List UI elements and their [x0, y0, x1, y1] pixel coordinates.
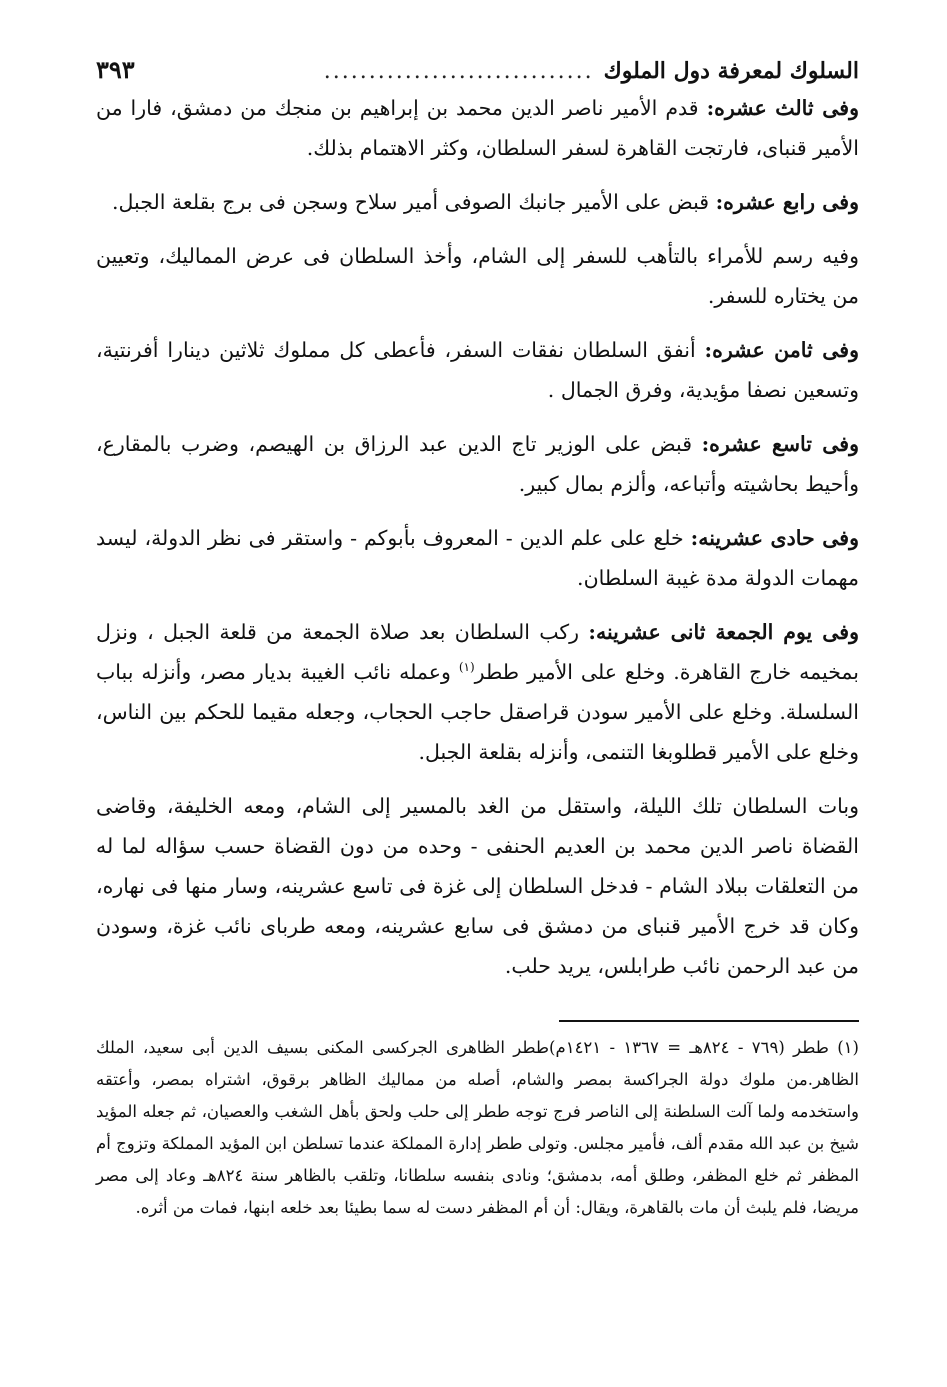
footnote-divider: [559, 1020, 859, 1022]
paragraph-text: وفيه رسم للأمراء بالتأهب للسفر إلى الشام، وأخذ السلطان فى عرض المماليك، وتعيين من يختاره للسفر.: [96, 244, 859, 308]
paragraph-19th: [96, 424, 859, 504]
footnote-reference: (١): [458, 660, 475, 675]
paragraph-text: خلع على علم الدين - المعروف بأبوكم - واستقر فى نظر الدولة، ليسد مهمات الدولة مدة غيبة السلطان.: [96, 526, 859, 590]
paragraph-preparation: [96, 236, 859, 316]
paragraph-text: قدم الأمير ناصر الدين محمد بن إبراهيم بن منجك من دمشق، فارا من الأمير قنباى، فارتجت القاهرة لسفر السلطان، وكثر الاهتمام بذلك.: [96, 96, 859, 160]
paragraph-21st: [96, 518, 859, 598]
paragraph-text: وبات السلطان تلك الليلة، واستقل من الغد بالمسير إلى الشام، ومعه الخليفة، وقاضى القضاة ناصر الدين محمد بن العديم الحنفى - وحده من دون القضاة حسب سؤاله لما له من التعلقات ببلاد الشام - فدخل السلطان إلى غزة فى تاسع عشرينه، وسار منها فى نهاره، وكان قد خرج الأمير قنباى من دمشق فى سابع عشرينه، ومعه طرباى نائب غزة، وسودن من عبد الرحمن نائب طرابلس، يريد حلب.: [96, 794, 859, 978]
paragraph-18th: [96, 330, 859, 410]
running-header: [96, 52, 859, 88]
paragraph-13th: [96, 88, 859, 168]
footnote: (١) ططر (٧٦٩ - ٨٢٤هـ = ١٣٦٧ - ١٤٢١م)ططر الظاهرى الجركسى المكنى بسيف الدين أبى سعيد، الملك الظاهر.من ملوك دولة الجراكسة بمصر والشام، أصله من مماليك الظاهر برقوق، اشتراه بمصر، وأعتقه واستخدمه ولما آلت السلطنة إلى الناصر فرج توجه ططر إلى حلب ولحق بأهل الشغب والعصيان، ثم جعله المؤيد شيخ بن عبد الله مقدم ألف، فأمير مجلس. وتولى ططر إدارة المملكة عندما تسلطن ابن المؤيد المملكة وتزوج أم المظفر ثم خلع المظفر، وطلق أمه، بدمشق؛ ونادى بنفسه سلطانا، وتلقب بالظاهر سنة ٨٢٤هـ وعاد إلى مصر مريضا، فلم يلبث أن مات بالقاهرة، ويقال: أن أم المظفر دست له سما بطيئا بعد خلعه ابنها، فمات من أثره.: [96, 1038, 859, 1217]
paragraph-date-label: وفى رابع عشره:: [715, 190, 859, 214]
paragraph-text: قبض على الوزير تاج الدين عبد الرزاق بن الهيصم، وضرب بالمقارع، وأحيط بحاشيته وأتباعه، وألزم بمال كبير.: [96, 432, 859, 496]
paragraph-date-label: وفى تاسع عشره:: [701, 432, 859, 456]
paragraph-journey-to-sham: [96, 786, 859, 986]
paragraph-date-label: وفى ثامن عشره:: [704, 338, 859, 362]
paragraph-14th: [96, 182, 859, 222]
paragraph-text: قبض على الأمير جانبك الصوفى أمير سلاح وسجن فى برج بقلعة الجبل.: [112, 190, 716, 214]
paragraph-date-label: وفى يوم الجمعة ثانى عشرينه:: [588, 620, 860, 644]
paragraph-date-label: وفى ثالث عشره:: [706, 96, 860, 120]
dot-leader: ..............................: [323, 59, 594, 84]
paragraph-date-label: وفى حادى عشرينه:: [690, 526, 859, 550]
book-title: السلوك لمعرفة دول الملوك: [603, 58, 859, 84]
paragraph-text: أنفق السلطان نفقات السفر، فأعطى كل مملوك ثلاثين دينارا أفرنتية، وتسعين نصفا مؤيدية، وفرق الجمال .: [96, 338, 859, 402]
paragraph-text-part-2: وعمله نائب الغيبة بديار مصر، وأنزله بباب السلسلة. وخلع على الأمير سودن قراصقل حاجب الحجاب، وجعله مقيما للحكم بين الناس، وخلع على الأمير قطلوبغا التنمى، وأنزله بقلعة الجبل.: [96, 660, 859, 764]
page-number: ٣٩٣: [96, 55, 135, 84]
paragraph-friday-22nd: [96, 612, 859, 772]
paragraph-text-part-1: ركب السلطان بعد صلاة الجمعة من قلعة الجبل ، ونزل بمخيمه خارج القاهرة. وخلع على الأمير ططر: [96, 620, 859, 684]
